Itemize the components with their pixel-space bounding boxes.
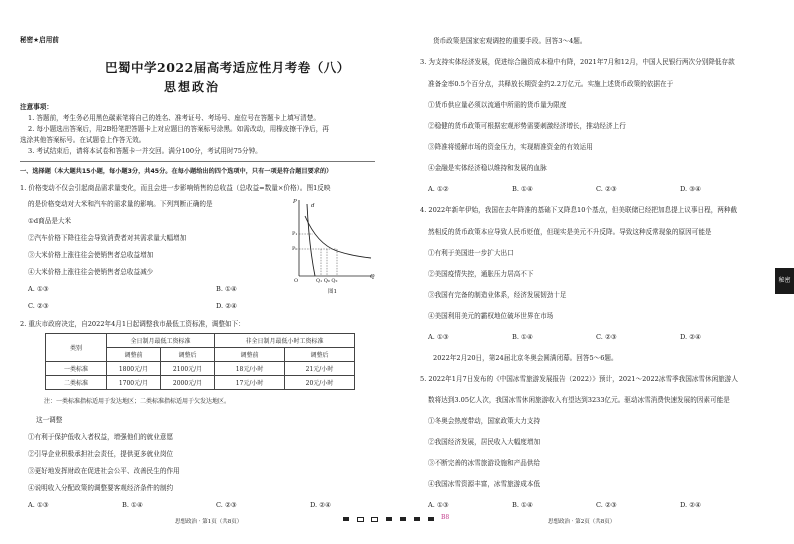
q2-option-b: B. ①④ [122, 501, 143, 509]
q4-option-c: C. ②③ [596, 333, 617, 341]
group-note: 2022年2月20日，第24届北京冬奥会圆满闭幕。回答5～6题。 [433, 354, 618, 362]
q1-item: ③大米价格上涨往往会使销售者总收益增加 [28, 251, 154, 259]
q2-stem: 2. 重庆市政府决定，自2022年4月1日起调整我市最低工资标准，调整如下： [20, 320, 245, 328]
table-cell: 1700元/月 [107, 376, 161, 390]
notice-heading: 注意事项： [20, 103, 53, 111]
q5-option-c: C. ②③ [596, 501, 617, 509]
table-cell: 1800元/月 [107, 362, 161, 376]
table-header: 调整后 [161, 348, 215, 362]
table-cell: 二类标准 [46, 376, 107, 390]
graph-origin: O [294, 278, 299, 284]
group-note: 货币政策是国家宏观调控的重要手段。回答3～4题。 [433, 37, 587, 45]
q2-item: ②引导企业积极承担社会责任，提供更多就业岗位 [28, 450, 174, 458]
q5-stem: 数将达到3.05亿人次，我国冰雪休闲旅游收入有望达到3233亿元。驱动冰雪消费快速发展的因素可能是 [428, 396, 730, 404]
right-footer: 思想政治 · 第2页（共8页） [548, 519, 616, 525]
q1-option-a: A. ①③ [28, 285, 49, 293]
graph-p0-label: P₀ [292, 246, 298, 252]
table-cell: 21元/小时 [285, 362, 355, 376]
q5-option-a: A. ①③ [428, 501, 449, 509]
page-code: B8 [441, 514, 450, 521]
q4-option-b: B. ①④ [512, 333, 533, 341]
q1-stem: 的是价格变动对大米和汽车的需求量的影响。下列判断正确的是 [28, 200, 213, 208]
table-row [46, 376, 355, 390]
q3-item: ④金融是实体经济稳以维持和发展的血脉 [428, 164, 547, 172]
footer-mark [357, 517, 364, 522]
table-header: 非全日制月最低小时工资标准 [215, 334, 355, 348]
q4-item: ②美国疫情失控，通胀压力居高不下 [428, 270, 534, 278]
q3-stem: 3. 为支持实体经济发展，促进综合融资成本稳中有降，2021年7月和12月，中国人民银行两次分别降低存款 [420, 58, 735, 66]
notice-line: 1. 答题前，考生务必用黑色碳素笔将自己的姓名、准考证号、考场号、座位号在答题卡上填写清楚。 [28, 114, 320, 122]
q5-item: ③不断完善的冰雪旅游设施和产品供给 [428, 459, 541, 467]
section-heading: 一、选择题（本大题共15小题，每小题3分，共45分。在每小题给出的四个选项中，只有一项是符合题目要求的） [20, 168, 333, 175]
q2-item: ①有利于保护低收入者权益，增强他们的就业意愿 [28, 433, 174, 441]
q2-item: ③更好地发挥财政在促进社会公平、改善民生的作用 [28, 467, 180, 475]
q5-option-b: B. ①④ [512, 501, 533, 509]
q4-option-d: D. ②④ [680, 333, 702, 341]
table-header: 调整前 [107, 348, 161, 362]
notice-line: 选涂其他答案标号。在试题卷上作答无效。 [20, 136, 146, 144]
q4-stem: 4. 2022年新年伊始，我国在去年降准的基础下又降息10个基点，但美联储已经把加息提上议事日程，两种截 [420, 206, 738, 214]
footer-mark [428, 517, 434, 521]
table-row [46, 334, 355, 348]
q2-option-d: D. ②④ [310, 501, 332, 509]
q3-option-c: C. ②③ [596, 185, 617, 193]
notice-line: 3. 考试结束后，请将本试卷和答题卡一并交回。满分100分，考试用时75分钟。 [28, 147, 262, 155]
footer-mark [371, 517, 378, 522]
footer-mark [386, 517, 392, 521]
table-row [46, 362, 355, 376]
q1-item: ①d商品是大米 [28, 217, 72, 225]
table-cell: 18元/小时 [215, 362, 285, 376]
q2-option-c: C. ②③ [216, 501, 237, 509]
secret-label: 秘密★启用前 [20, 36, 59, 44]
q4-option-a: A. ①③ [428, 333, 449, 341]
table-cell: 20元/小时 [285, 376, 355, 390]
left-footer: 思想政治 · 第1页（共8页） [175, 519, 243, 525]
footer-mark [414, 517, 420, 521]
q3-item: ③降准将缓解市场的资金压力，实现精准资金的有效运用 [428, 143, 593, 151]
side-tab: 秘密 [775, 268, 794, 294]
notice-line: 2. 每小题选出答案后，用2B铅笔把答题卡上对应题目的答案标号涂黑。如需改动，用橡皮擦干净后，再 [28, 125, 329, 133]
q3-option-b: B. ①④ [512, 185, 533, 193]
table-note: 注：一类标准指标适用于发达地区；二类标准指标适用于欠发达地区。 [44, 398, 231, 405]
q1-stem: 1. 价格变动不仅会引起商品需求量变化，而且会进一步影响销售的总收益（总收益=数量×价格）。图1反映 [20, 184, 331, 192]
q4-item: ③我国有完备的制造业体系，经济发展韧劲十足 [428, 291, 567, 299]
q2-option-a: A. ①③ [28, 501, 49, 509]
q4-item: ①有利于美国进一步扩大出口 [428, 249, 514, 257]
graph-p-label: P [293, 199, 297, 205]
q2-lead: 这一调整 [36, 416, 63, 424]
q5-option-d: D. ②④ [680, 501, 702, 509]
q4-stem: 然相反的货币政策本应导致人民币贬值，但现实是美元不升反降。导致这种反常现象的原因可能是 [428, 228, 712, 236]
graph-q-marks: Q₁ Q₀ Q₂ [316, 278, 338, 284]
footer-mark [400, 517, 406, 521]
q3-stem: 准备金率0.5个百分点，共释放长期资金约2.2万亿元。实施上述货币政策的依据在于 [428, 80, 674, 88]
figure-caption: 图1 [328, 289, 337, 295]
footer-mark [343, 517, 349, 521]
q1-option-b: B. ①④ [216, 285, 237, 293]
q2-item: ④说明收入分配政策的调整要客观经济条件的制约 [28, 484, 174, 492]
table-header: 全日制月最低工资标准 [107, 334, 215, 348]
q5-item: ④我国冰雪资源丰富，冰雪旅游成本低 [428, 480, 541, 488]
divider [20, 161, 375, 162]
q1-item: ②汽车价格下降往往会导致消费者对其需求量大幅增加 [28, 234, 187, 242]
q5-item: ②我国经济发展，居民收入大幅度增加 [428, 438, 541, 446]
q4-item: ④美国利用美元的霸权地位破坏世界在市场 [428, 312, 554, 320]
wage-table [45, 333, 355, 390]
q3-option-a: A. ①② [428, 185, 449, 193]
q3-item: ①货币供应量必须以流通中所需的货币量为限度 [428, 101, 567, 109]
q1-option-c: C. ②③ [28, 302, 49, 310]
exam-title: 巴蜀中学2022届高考适应性月考卷（八） [105, 60, 350, 75]
q3-option-d: D. ③④ [680, 185, 702, 193]
q1-item: ④大米价格上涨往往会使销售者总收益减少 [28, 268, 154, 276]
table-cell: 2100元/月 [161, 362, 215, 376]
table-cell: 一类标准 [46, 362, 107, 376]
graph-d-label: d [311, 203, 315, 209]
table-cell: 2000元/月 [161, 376, 215, 390]
exam-subject: 思想政治 [164, 80, 221, 94]
q5-item: ①冬奥会热度带动，国家政策大力支持 [428, 417, 541, 425]
graph-p1-label: P₁ [292, 231, 298, 237]
table-header: 调整后 [285, 348, 355, 362]
q5-stem: 5. 2022年1月7日发布的《中国冰雪旅游发展报告（2022）》预计，2021～2022冰雪季我国冰雪休闲旅游人 [420, 375, 738, 383]
q1-option-d: D. ②④ [216, 302, 238, 310]
table-cell: 17元/小时 [215, 376, 285, 390]
q3-item: ②稳健的货币政策可根据宏观形势需要刺激经济增长，推动经济上行 [428, 122, 626, 130]
table-header: 调整前 [215, 348, 285, 362]
graph-q-label: Q [370, 274, 375, 280]
table-header: 类别 [46, 334, 107, 362]
